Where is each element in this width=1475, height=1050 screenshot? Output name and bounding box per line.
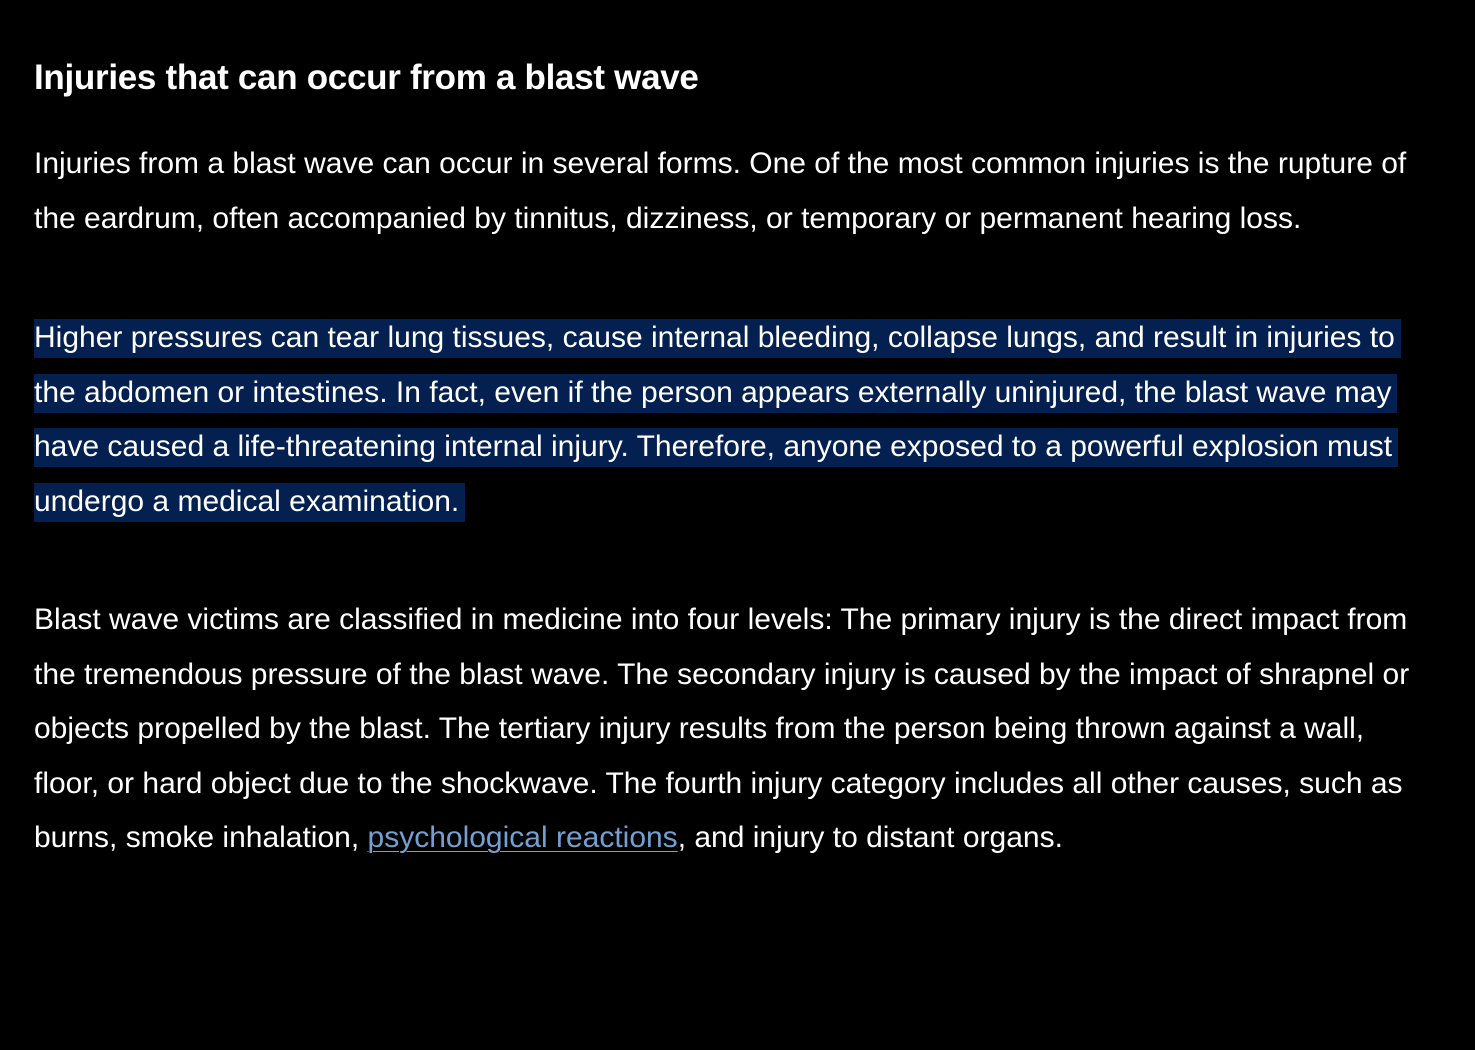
paragraph-eardrum-injuries: Injuries from a blast wave can occur in several forms. One of the most common injuries is the rupture of the eardrum, often accompanied by tinnitus, dizziness, or temporary or permanent hearing loss. (34, 147, 1407, 235)
paragraph-text-end: , and injury to distant organs. (677, 821, 1063, 854)
paragraph-text-start: Blast wave victims are classified in medicine into four levels: The primary injury is the direct impact from the tremendous pressure of the blast wave. The secondary injury is caused by the impact of shrapnel or objects propelled by the blast. The tertiary injury results from the person being thrown against a wall, floor, or hard object due to the shockwave. The fourth injury category includes all other causes, such as burns, smoke inhalation, (34, 603, 1410, 854)
section-heading: Injuries that can occur from a blast wave (34, 58, 699, 97)
paragraph-injury-levels (34, 593, 1414, 866)
paragraph-lung-injuries (34, 311, 1414, 529)
psychological-reactions-link[interactable]: psychological reactions (367, 821, 678, 854)
selected-text-highlight[interactable]: Higher pressures can tear lung tissues, cause internal bleeding, collapse lungs, and result in injuries to the abdomen or intestines. In fact, even if the person appears externally uninjured, the blast wave may have caused a life-threatening internal injury. Therefore, anyone exposed to a powerful explosion must undergo a medical examination. (34, 319, 1401, 522)
